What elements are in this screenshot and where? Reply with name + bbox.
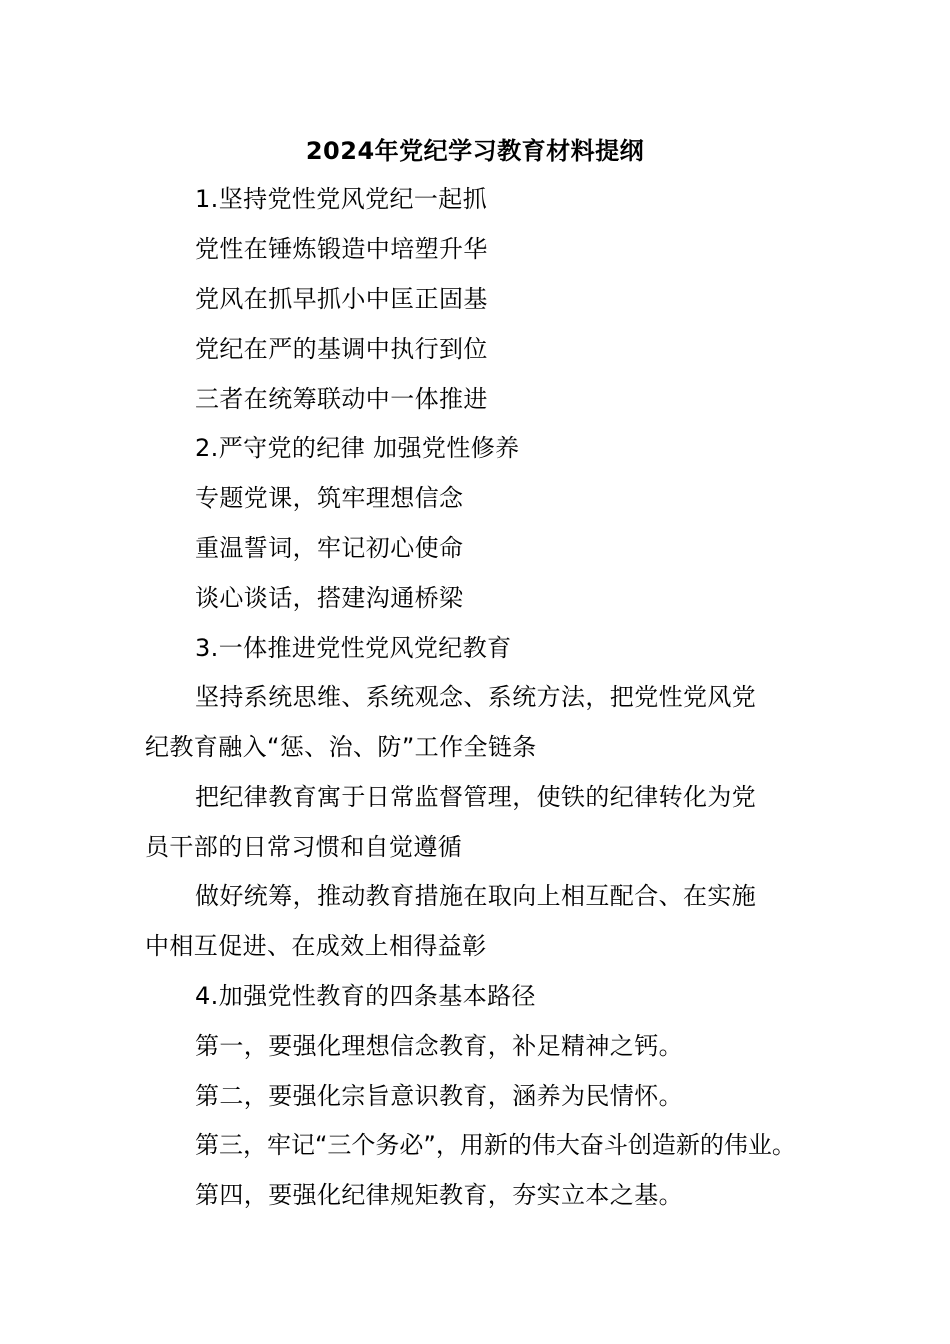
paragraph-line: 把纪律教育寓于日常监督管理，使铁的纪律转化为党 [195,783,757,811]
paragraph-line: 专题党课，筑牢理想信念 [195,484,464,512]
paragraph-line: 第四，要强化纪律规矩教育，夯实立本之基。 [195,1181,683,1209]
paragraph-line: 做好统筹，推动教育措施在取向上相互配合、在实施 [195,882,757,910]
paragraph-line: 第二，要强化宗旨意识教育，涵养为民情怀。 [195,1082,683,1110]
paragraph-line: 党性在锤炼锻造中培塑升华 [195,235,488,263]
heading-1: 1.坚持党性党风党纪一起抓 [195,185,488,213]
paragraph-line: 第三，牢记“三个务必”，用新的伟大奋斗创造新的伟业。 [195,1131,796,1159]
paragraph-line: 党风在抓早抓小中匡正固基 [195,285,488,313]
paragraph-line: 坚持系统思维、系统观念、系统方法，把党性党风党 [195,683,757,711]
heading-2: 2.严守党的纪律 加强党性修养 [195,434,520,462]
document-title: 2024年党纪学习教育材料提纲 [305,137,645,165]
paragraph-line-continued: 中相互促进、在成效上相得益彰 [145,932,487,960]
paragraph-line: 三者在统筹联动中一体推进 [195,385,488,413]
paragraph-line: 党纪在严的基调中执行到位 [195,335,488,363]
paragraph-line: 谈心谈话，搭建沟通桥梁 [195,584,464,612]
heading-3: 3.一体推进党性党风党纪教育 [195,634,512,662]
paragraph-line-continued: 员干部的日常习惯和自觉遵循 [145,833,463,861]
paragraph-line: 第一，要强化理想信念教育，补足精神之钙。 [195,1032,683,1060]
paragraph-line: 重温誓词，牢记初心使命 [195,534,464,562]
paragraph-line-continued: 纪教育融入“惩、治、防”工作全链条 [145,733,537,761]
heading-4: 4.加强党性教育的四条基本路径 [195,982,536,1010]
